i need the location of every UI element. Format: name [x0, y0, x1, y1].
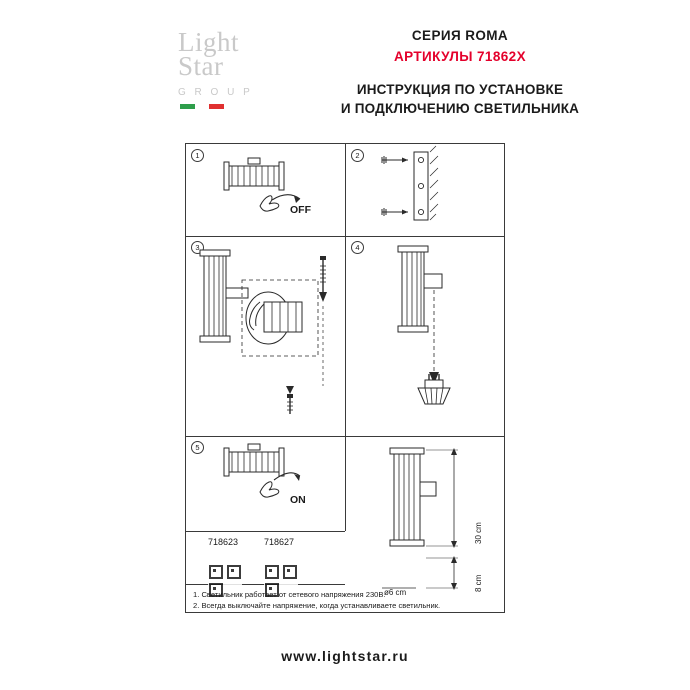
- series-label: СЕРИЯ ROMA: [411, 28, 509, 43]
- step-cell-1: [186, 144, 345, 236]
- diameter-dimension-label: ø6 cm: [384, 588, 407, 597]
- step-number-3: 3: [191, 241, 204, 254]
- footer-website[interactable]: www.lightstar.ru: [281, 648, 409, 664]
- step-2-illustration: [346, 144, 504, 236]
- article-label: АРТИКУЛЫ 71862X: [394, 49, 526, 64]
- step-4-illustration: [346, 236, 504, 436]
- note-2: 2. Всегда выключайте напряжение, когда устанавливаете светильник.: [193, 601, 441, 610]
- notes-cell: [186, 584, 504, 613]
- step-number-2: 2: [351, 149, 364, 162]
- step-3-illustration: [186, 236, 345, 436]
- steps-grid: [185, 143, 505, 613]
- step-number-5: 5: [191, 441, 204, 454]
- logo-line-1: Light: [178, 27, 239, 57]
- step-cell-3: [186, 236, 345, 436]
- step-number-4: 4: [351, 241, 364, 254]
- logo-line-2: Star: [178, 51, 224, 81]
- height-dimension-label: 30 cm: [474, 522, 483, 544]
- step-5-illustration: [186, 436, 345, 531]
- step-5-label: ON: [290, 494, 306, 506]
- step-1-label: OFF: [290, 204, 311, 216]
- step-cell-5: [186, 436, 345, 531]
- step-number-1: 1: [191, 149, 204, 162]
- step-cell-4: [346, 236, 504, 436]
- qr-caption-1: 718623: [208, 537, 239, 547]
- note-1: 1. Светильник работает от сетевого напряжения 230В.: [193, 590, 386, 599]
- step-1-illustration: [186, 144, 345, 236]
- depth-dimension-label: 8 cm: [474, 574, 483, 592]
- instruction-line-1: ИНСТРУКЦИЯ ПО УСТАНОВКЕ: [356, 82, 564, 97]
- step-cell-2: [346, 144, 504, 236]
- instruction-line-2: И ПОДКЛЮЧЕНИЮ СВЕТИЛЬНИКА: [340, 101, 580, 116]
- italian-flag-icon: [180, 104, 224, 109]
- instruction-title: [270, 80, 650, 118]
- header: [0, 0, 690, 125]
- qr-caption-2: 718627: [264, 537, 295, 547]
- logo-group-text: G R O U P: [178, 87, 253, 98]
- title-block: [270, 26, 650, 118]
